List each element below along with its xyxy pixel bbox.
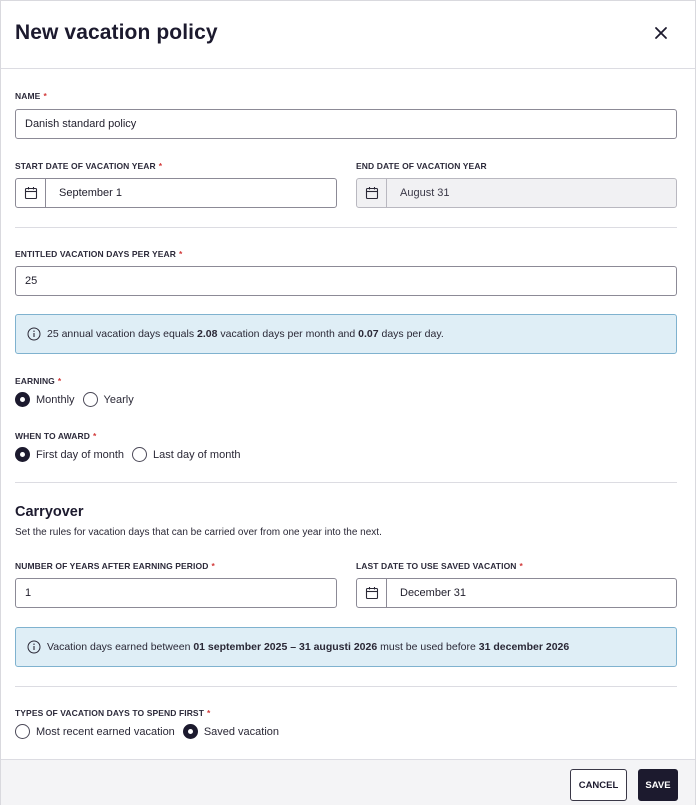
years-after-label-text: NUMBER OF YEARS AFTER EARNING PERIOD	[15, 561, 209, 571]
last-date-input[interactable]	[356, 578, 677, 608]
start-date-label-text: START DATE OF VACATION YEAR	[15, 161, 156, 171]
entitled-days-label	[15, 249, 182, 259]
carryover-description: Set the rules for vacation days that can be carried over from one year into the next.	[15, 527, 382, 538]
name-label-text: NAME	[15, 91, 41, 101]
cancel-button[interactable]: CANCEL	[570, 769, 627, 801]
radio-unselected[interactable]	[15, 724, 30, 739]
award-label-text: WHEN TO AWARD	[15, 431, 90, 441]
info-text-bold: 2.08	[197, 328, 218, 340]
calendar-icon	[365, 586, 379, 600]
info-icon	[27, 640, 41, 654]
carryover-info-banner	[15, 627, 677, 667]
spend-first-label-text: TYPES OF VACATION DAYS TO SPEND FIRST	[15, 708, 204, 718]
last-date-label	[356, 561, 523, 571]
radio-unselected[interactable]	[132, 447, 147, 462]
earning-option-yearly[interactable]	[83, 392, 134, 407]
years-after-input[interactable]: 1	[15, 578, 337, 608]
award-option-first-day[interactable]	[15, 447, 124, 462]
required-marker: *	[179, 249, 183, 259]
divider	[15, 227, 677, 228]
radio-selected[interactable]	[183, 724, 198, 739]
close-button[interactable]	[651, 23, 671, 43]
name-label	[15, 91, 47, 101]
info-text-part: days per day.	[378, 328, 444, 340]
save-button[interactable]: SAVE	[638, 769, 678, 801]
entitled-days-label-text: ENTITLED VACATION DAYS PER YEAR	[15, 249, 177, 259]
required-marker: *	[92, 431, 97, 441]
radio-selected[interactable]	[15, 392, 30, 407]
end-date-calendar-button	[357, 179, 387, 207]
radio-label: Saved vacation	[203, 725, 280, 738]
earning-option-monthly[interactable]	[15, 392, 75, 407]
modal-header	[1, 1, 695, 69]
divider	[15, 482, 677, 483]
radio-label: Most recent earned vacation	[36, 725, 175, 738]
required-marker: *	[211, 561, 215, 571]
earning-radio-group	[15, 392, 142, 407]
radio-label: Yearly	[103, 393, 134, 406]
radio-selected[interactable]	[15, 447, 30, 462]
info-text-part: vacation days per month and	[217, 328, 359, 340]
info-text-bold: 31 december 2026	[478, 641, 570, 653]
entitled-days-input[interactable]: 25	[15, 266, 677, 296]
end-date-input	[356, 178, 677, 208]
calendar-icon	[24, 186, 38, 200]
spend-option-saved[interactable]	[183, 724, 279, 739]
last-date-label-text: LAST DATE TO USE SAVED VACATION	[356, 561, 517, 571]
earning-label-text: EARNING	[15, 376, 55, 386]
name-input[interactable]: Danish standard policy	[15, 109, 677, 139]
start-date-value: September 1	[59, 187, 122, 199]
start-date-input[interactable]	[15, 178, 337, 208]
required-marker: *	[519, 561, 523, 571]
earning-label	[15, 376, 61, 386]
modal-title: New vacation policy	[15, 21, 218, 44]
entitled-info-text	[47, 328, 444, 340]
radio-unselected[interactable]	[83, 392, 98, 407]
last-date-calendar-button[interactable]	[357, 579, 387, 607]
award-option-last-day[interactable]	[132, 447, 240, 462]
required-marker: *	[158, 161, 163, 171]
required-marker: *	[207, 708, 211, 718]
carryover-info-text	[47, 641, 569, 653]
calendar-icon	[365, 186, 379, 200]
radio-label: Last day of month	[153, 448, 241, 461]
required-marker: *	[57, 376, 62, 386]
last-date-value: December 31	[400, 587, 467, 599]
close-icon	[651, 23, 671, 43]
info-text-bold: 01 september 2025 – 31 augusti 2026	[193, 641, 378, 653]
radio-label: First day of month	[36, 448, 125, 461]
start-date-label	[15, 161, 162, 171]
years-after-label	[15, 561, 215, 571]
award-label	[15, 431, 96, 441]
info-icon	[27, 327, 41, 341]
info-text-part: 25 annual vacation days equals	[47, 328, 198, 340]
award-radio-group	[15, 447, 249, 462]
divider	[15, 686, 677, 687]
info-text-part: Vacation days earned between	[47, 641, 194, 653]
end-date-label: END DATE OF VACATION YEAR	[356, 161, 487, 171]
required-marker: *	[43, 91, 47, 101]
start-date-calendar-button[interactable]	[16, 179, 46, 207]
entitled-info-banner	[15, 314, 677, 354]
radio-label: Monthly	[36, 393, 75, 406]
spend-option-most-recent[interactable]	[15, 724, 175, 739]
spend-first-label	[15, 708, 210, 718]
spend-first-radio-group	[15, 724, 287, 739]
carryover-heading: Carryover	[15, 504, 84, 520]
info-text-part: must be used before	[377, 641, 479, 653]
end-date-value: August 31	[400, 187, 450, 199]
info-text-bold: 0.07	[358, 328, 379, 340]
